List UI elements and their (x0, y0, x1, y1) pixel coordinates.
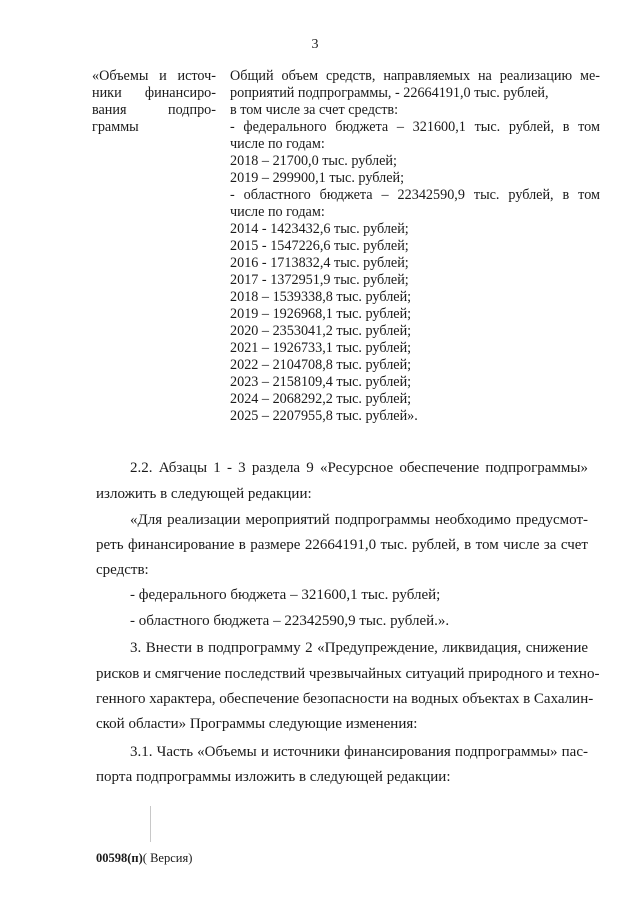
passport-value-line: 2017 - 1372951,9 тыс. рублей; (230, 272, 409, 288)
passport-value-line: 2022 – 2104708,8 тыс. рублей; (230, 357, 412, 373)
passport-value-line: 2023 – 2158109,4 тыс. рублей; (230, 374, 412, 390)
passport-value-line: числе по годам: (230, 136, 325, 152)
passport-value-line: числе по годам: (230, 204, 325, 220)
paragraph-line: изложить в следующей редакции: (96, 486, 312, 502)
passport-value (230, 68, 600, 425)
document-footer (96, 851, 192, 866)
paragraph-line: реть финансирование в размере 22664191,0 тыс. рублей, в том числе за счет (96, 537, 588, 553)
passport-label-line: вания подпро- (92, 102, 216, 118)
passport-value-line: 2014 - 1423432,6 тыс. рублей; (230, 221, 409, 237)
document-code: 00598(п) (96, 851, 143, 865)
page-number: 3 (311, 37, 319, 52)
paragraph-line: генного характера, обеспечение безопасности на водных объектах в Сахалин- (96, 691, 594, 707)
passport-value-line: - федерального бюджета – 321600,1 тыс. рублей, в том (230, 119, 600, 135)
passport-label (92, 68, 216, 136)
passport-value-line: 2021 – 1926733,1 тыс. рублей; (230, 340, 412, 356)
document-version: ( Версия) (142, 851, 193, 865)
passport-value-line: 2018 – 1539338,8 тыс. рублей; (230, 289, 412, 305)
paragraph-line: 2.2. Абзацы 1 - 3 раздела 9 «Ресурсное обеспечение подпрограммы» (130, 460, 588, 476)
passport-value-line: 2018 – 21700,0 тыс. рублей; (230, 153, 397, 169)
passport-value-line: 2019 – 299900,1 тыс. рублей; (230, 170, 405, 186)
passport-value-line: роприятий подпрограммы, - 22664191,0 тыс. рублей, (230, 85, 549, 101)
paragraph-line: - областного бюджета – 22342590,9 тыс. рублей.». (130, 613, 450, 629)
passport-value-line: 2020 – 2353041,2 тыс. рублей; (230, 323, 412, 339)
paragraph-line: средств: (96, 562, 149, 578)
passport-value-line: 2019 – 1926968,1 тыс. рублей; (230, 306, 412, 322)
paragraph-line: порта подпрограммы изложить в следующей редакции: (96, 769, 451, 785)
passport-value-line: Общий объем средств, направляемых на реализацию ме- (230, 68, 600, 84)
paragraph-line: - федерального бюджета – 321600,1 тыс. рублей; (130, 587, 441, 603)
passport-value-line: - областного бюджета – 22342590,9 тыс. рублей, в том (230, 187, 600, 203)
paragraph-line: 3. Внести в подпрограмму 2 «Предупреждение, ликвидация, снижение (130, 640, 588, 656)
paragraph-line: ской области» Программы следующие изменения: (96, 716, 418, 732)
passport-value-line: 2024 – 2068292,2 тыс. рублей; (230, 391, 412, 407)
passport-label-line: граммы (92, 119, 139, 135)
paragraph-line: 3.1. Часть «Объемы и источники финансирования подпрограммы» пас- (130, 744, 588, 760)
paragraph-line: рисков и смягчение последствий чрезвычайных ситуаций природного и техно- (96, 666, 600, 682)
passport-label-line: «Объемы и источ- (92, 68, 216, 84)
scan-artifact-line (150, 806, 151, 842)
passport-value-line: в том числе за счет средств: (230, 102, 399, 118)
paragraph-line: «Для реализации мероприятий подпрограммы необходимо предусмот- (130, 512, 588, 528)
passport-value-line: 2016 - 1713832,4 тыс. рублей; (230, 255, 409, 271)
passport-value-line: 2025 – 2207955,8 тыс. рублей». (230, 408, 418, 424)
passport-value-line: 2015 - 1547226,6 тыс. рублей; (230, 238, 409, 254)
passport-label-line: ники финансиро- (92, 85, 216, 101)
